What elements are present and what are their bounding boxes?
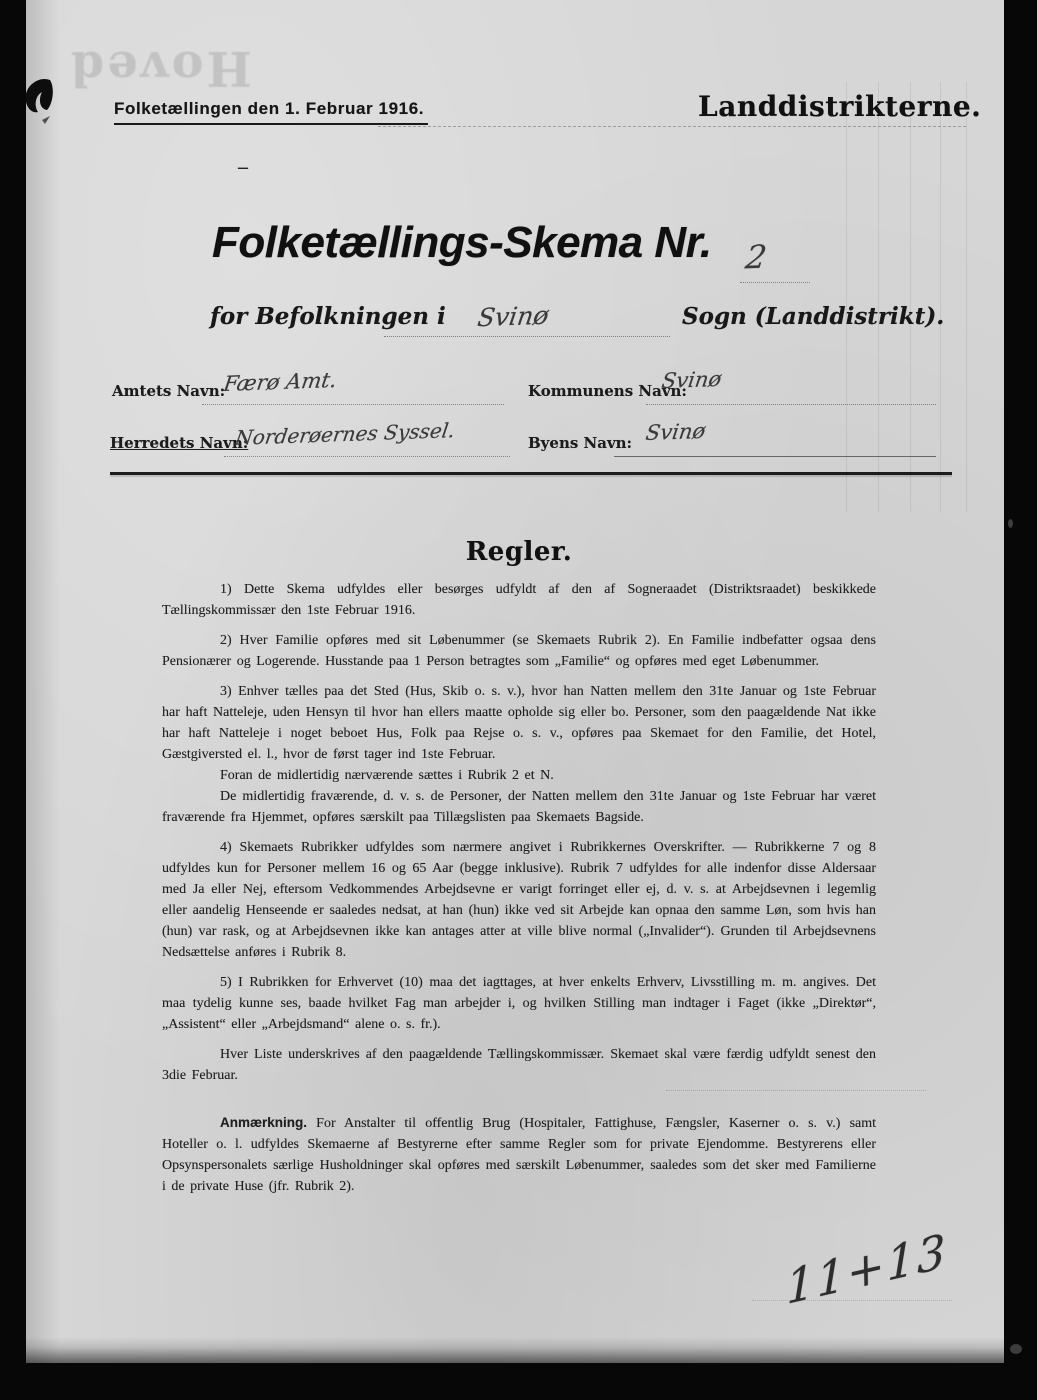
section-divider-rule — [110, 472, 952, 475]
write-line — [646, 404, 936, 405]
pencil-faint-line — [752, 1300, 952, 1301]
bleedthrough-line — [940, 82, 941, 512]
paper-sheet — [26, 0, 1004, 1363]
bleedthrough-line — [846, 82, 847, 512]
field-label-amt: Amtets Navn: — [112, 382, 226, 400]
bleedthrough-line — [878, 82, 879, 512]
rules-heading: Regler. — [465, 537, 573, 567]
rule-paragraph-6: Hver Liste underskrives af den paagældende Tællingskommissær. Skemaet skal være færdig udfyldt senest den 3die Februar. — [162, 1047, 876, 1083]
page-header-left: Folketællingen den 1. Februar 1916. — [114, 99, 428, 125]
field-label-herred: Herredets Navn: — [110, 434, 249, 452]
write-line — [614, 456, 936, 457]
field-value-amt-handwritten: Færø Amt. — [221, 368, 339, 396]
field-value-by-handwritten: Svinø — [644, 418, 708, 446]
subtitle-prefix: for Befolkningen i — [210, 303, 446, 330]
rule-paragraph-1: 1) Dette Skema udfyldes eller besørges udfyldt af den af Sogneraadet (Distriktsraadet) beskikkede Tællingskommissær den 1ste Februar 1916. — [162, 582, 876, 618]
scan-speck — [1008, 519, 1013, 528]
field-value-kommune-handwritten: Svinø — [660, 366, 724, 394]
rule-paragraph-3: 3) Enhver tælles paa det Sted (Hus, Skib o. s. v.), hvor han Natten mellem den 31te Januar og 1ste Februar har haft Natteleje, uden Hensyn til hvor han ellers maatte opholde sig eller bo. Personer, som den paagældende Nat ikke har haft Natteleje i noget beboet Hus, Folk paa Rejse o. s. v., opføres paa Skemaet for den Familie, det Hotel, Gæstgiversted el. l., hvor de først tager ind 1ste Februar. — [162, 684, 876, 762]
stray-dash-mark: – — [238, 156, 248, 178]
pencil-annotation-handwritten: 11+13 — [785, 1222, 948, 1316]
ink-blot-smudge — [20, 76, 76, 136]
bleedthrough-ghost-text: Hoved — [67, 40, 252, 96]
scan-speck — [1010, 1344, 1022, 1354]
parish-name-handwritten: Svinø — [475, 300, 551, 333]
field-label-kommune: Kommunens Navn: — [528, 382, 687, 400]
note-label: Anmærkning. — [220, 1115, 308, 1130]
rule-paragraph-5: 5) I Rubrikken for Erhvervet (10) maa det iagttages, at hver enkelts Erhverv, Livsstilling m. m. angives. Det maa tydelig kunne ses, baade hvilket Fag man arbejder i, og hvilken Stilling man indtager i Faget (ikke „Direktør“, „Assistent“ eller „Arbejdsmand“ alene o. s. fr.). — [162, 975, 876, 1032]
form-number-handwritten: 2 — [743, 237, 770, 277]
form-number-write-line — [740, 282, 810, 283]
form-title: Folketællings-Skema Nr. — [212, 218, 712, 267]
rule-paragraph-3b: De midlertidig fraværende, d. v. s. de Personer, der Natten mellem den 31te Januar og 1ste Februar har været fraværende fra Hjemmet, opføres særskilt paa Tillægslisten paa Skemaets Bagside. — [162, 789, 876, 825]
rules-section — [162, 537, 877, 1206]
note-text: For Anstalter til offentlig Brug (Hospitaler, Fattighuse, Fængsler, Kaserner o. s. v.) samt Hoteller o. l. udfyldes Skemaerne af Bestyrerne efter samme Regler som for private Ejendomme. Bestyrerens eller Opsynspersonalets særlige Husholdninger skal opføres med særskilt Løbenummer, saaledes som det sker med Familierne i de private Huse (jfr. Rubrik 2). — [162, 1116, 877, 1194]
rule-paragraph-3a: Foran de midlertidig nærværende sættes i Rubrik 2 et N. — [220, 768, 554, 783]
field-value-herred-handwritten: Norderøernes Syssel. — [233, 418, 457, 450]
rule-paragraph-4: 4) Skemaets Rubrikker udfyldes som nærmere angivet i Rubrikkernes Overskrifter. — Rubrikkerne 7 og 8 udfyldes kun for Personer mellem 16 og 65 Aar (begge inklusive). Rubrik 7 udfyldes for alle indenfor disse Aldersaar med Ja eller Nej, eftersom Vedkommendes Arbejdsevne er varigt forringet eller ej, d. v. s. at Arbejdsevnen i legemlig eller aandelig Henseende er saaledes nedsat, at han (hun) ikke ved sit Arbejde kan opnaa den samme Løn, som hvis han (hun) var rask, og at Arbejdsevnen ikke kan antages atter at ville blive normal („Invalider“). Grunden til Arbejdsevnens Nedsættelse anføres i Rubrik 8. — [162, 840, 876, 960]
subtitle-write-line — [384, 336, 670, 337]
bleedthrough-line — [966, 82, 967, 512]
page-header-right: Landdistrikterne. — [698, 90, 982, 123]
subtitle-suffix: Sogn (Landdistrikt). — [682, 303, 945, 330]
note-paragraph — [162, 1112, 876, 1197]
header-dotted-rule — [378, 126, 966, 127]
bleedthrough-line — [910, 82, 911, 512]
write-line — [202, 404, 504, 405]
write-line — [224, 456, 510, 457]
field-label-by: Byens Navn: — [528, 434, 633, 452]
rule-paragraph-2: 2) Hver Familie opføres med sit Løbenummer (se Skemaets Rubrik 2). En Familie indbefatter ogsaa dens Pensionærer og Logerende. Husstande paa 1 Person betragtes som „Familie“ og opføres med eget Løbenummer. — [162, 633, 876, 669]
